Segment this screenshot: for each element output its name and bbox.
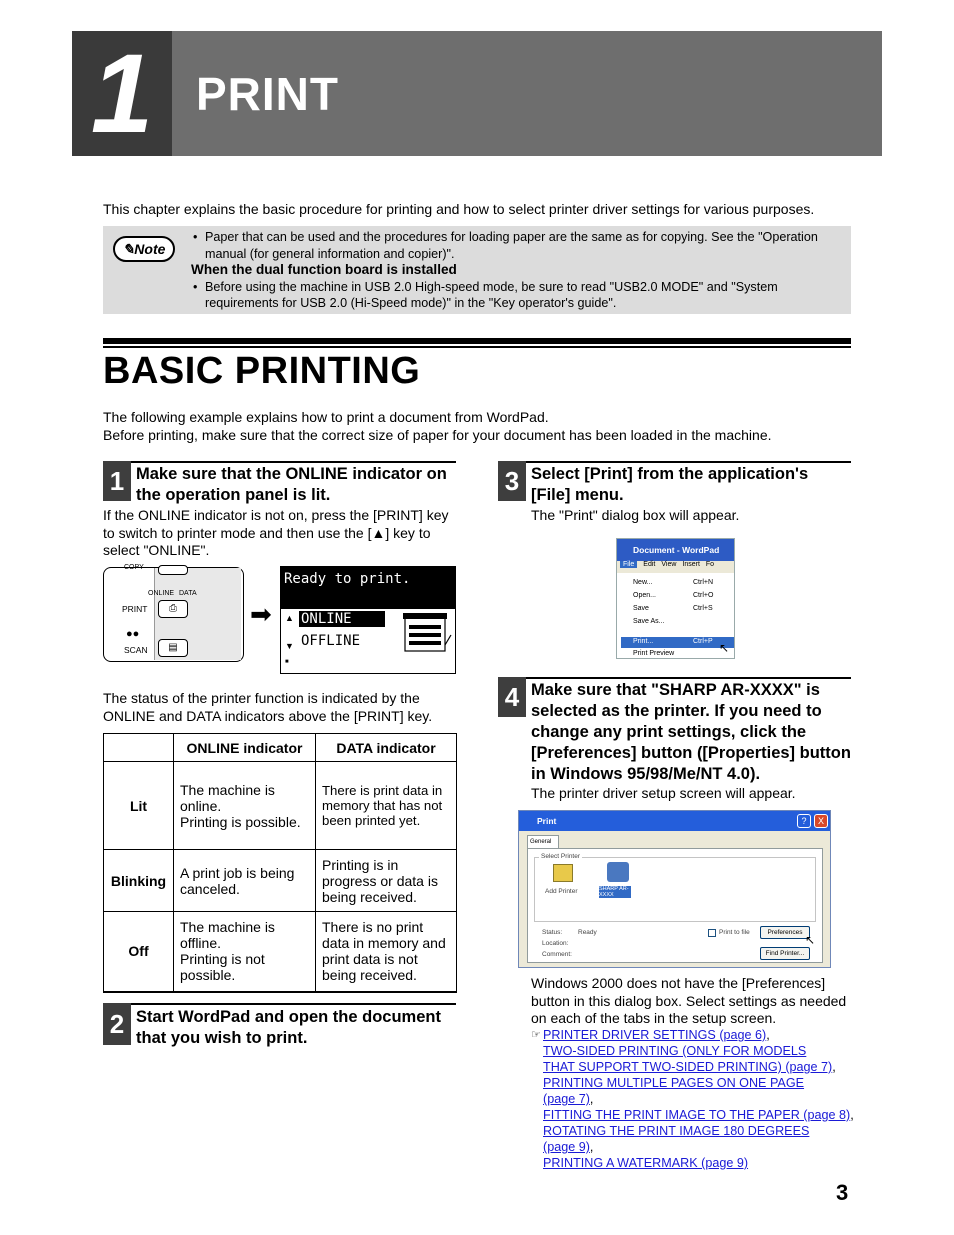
menu-item-label: Print... xyxy=(633,638,654,645)
chapter-title: PRINT xyxy=(196,68,339,120)
menu-format[interactable]: Fo xyxy=(705,561,715,568)
note-box xyxy=(103,226,851,314)
section-intro xyxy=(103,408,863,444)
step-3-number: 3 xyxy=(498,461,526,501)
table-row xyxy=(104,850,457,912)
panel-scan-label: SCAN xyxy=(124,645,148,655)
panel-copy-label: COPY xyxy=(124,564,144,571)
note-badge xyxy=(113,236,175,262)
table-header-row xyxy=(104,734,457,762)
table-cell-state: Blinking xyxy=(104,850,174,912)
lcd-display xyxy=(280,566,456,674)
wordpad-title: Document - WordPad xyxy=(617,539,734,561)
step-1-title: Make sure that the ONLINE indicator on the operation panel is lit. xyxy=(136,465,447,504)
menu-item-label: Save xyxy=(633,605,649,612)
print-dialog-title: Print xyxy=(519,811,830,831)
reference-hand-icon: ☞ xyxy=(531,1029,541,1041)
section-rule-thin xyxy=(103,346,851,348)
link-multiple-pages-2[interactable]: (page 7) xyxy=(543,1092,590,1106)
printer-icon: ⎙ xyxy=(169,603,177,614)
status-value: Ready xyxy=(578,929,597,936)
table-header-blank xyxy=(104,734,174,762)
scan-key xyxy=(158,639,188,657)
menu-item-label: Save As... xyxy=(633,618,665,625)
menu-item-label: Print Preview xyxy=(633,650,675,657)
operation-panel-illustration xyxy=(103,564,244,662)
link-printing-watermark[interactable]: PRINTING A WATERMARK (page 9) xyxy=(543,1156,749,1170)
tab-general[interactable]: General xyxy=(527,835,559,849)
wordpad-menubar xyxy=(617,561,734,573)
add-printer-label[interactable]: Add Printer xyxy=(545,888,578,895)
lcd-dot: ■ xyxy=(285,659,289,665)
step-2-number: 2 xyxy=(103,1003,131,1045)
note-bullet-1: • Paper that can be used and the procedures for loading paper are the same as for copying. See the "Operation manual (for general information and copier)". xyxy=(191,229,843,262)
lcd-option-online: ONLINE xyxy=(299,611,385,627)
menu-item-open[interactable] xyxy=(633,592,733,599)
mouse-cursor-icon: ↖ xyxy=(805,933,816,947)
add-printer-icon xyxy=(553,864,573,882)
print-dialog-screenshot xyxy=(518,810,831,968)
mouse-cursor-icon: ↖ xyxy=(719,641,730,655)
menu-file[interactable]: File xyxy=(620,561,637,568)
link-two-sided-printing-2[interactable]: THAT SUPPORT TWO-SIDED PRINTING) (page 7) xyxy=(543,1060,833,1074)
step-1-text-b: ] key to select "ONLINE". xyxy=(103,524,431,558)
copy-key xyxy=(158,565,188,575)
up-arrow-icon: ▲ xyxy=(371,524,386,541)
table-cell-data: There is no print data in memory and print data is not being received. xyxy=(316,912,457,992)
link-rotating-print-image-2[interactable]: (page 9) xyxy=(543,1140,590,1154)
section-intro-line-2: Before printing, make sure that the correct size of paper for your document has been loaded in the machine. xyxy=(103,427,772,443)
chapter-header xyxy=(72,31,882,156)
table-cell-data: There is print data in memory that has not been printed yet. xyxy=(316,762,457,850)
find-printer-button[interactable]: Find Printer... xyxy=(760,947,810,960)
chapter-intro: This chapter explains the basic procedure for printing and how to select printer driver settings for various purposes. xyxy=(103,201,815,217)
link-separator: , xyxy=(832,1060,836,1074)
panel-data-label: DATA xyxy=(179,590,197,597)
table-header-online: ONLINE indicator xyxy=(174,734,316,762)
step-4-text: The printer driver setup screen will appear. xyxy=(531,785,796,801)
printer-icon xyxy=(607,862,629,882)
table-header-data: DATA indicator xyxy=(316,734,457,762)
select-printer-label: Select Printer xyxy=(541,853,581,860)
step-1-rule xyxy=(131,461,456,463)
lcd-up-arrow-icon: ▲ xyxy=(285,613,294,623)
link-separator: , xyxy=(589,1140,594,1154)
section-rule xyxy=(103,338,851,344)
table-cell-state: Lit xyxy=(104,762,174,850)
table-row xyxy=(104,762,457,850)
menu-item-new[interactable] xyxy=(633,579,733,586)
link-separator: , xyxy=(766,1028,770,1042)
link-multiple-pages-1[interactable]: PRINTING MULTIPLE PAGES ON ONE PAGE xyxy=(543,1076,805,1090)
table-cell-data: Printing is in progress or data is being received. xyxy=(316,850,457,912)
status-text: The status of the printer function is indicated by the ONLINE and DATA indicators above the [PRINT] key. xyxy=(103,690,433,724)
link-printer-driver-settings[interactable]: PRINTER DRIVER SETTINGS (page 6) xyxy=(543,1028,767,1042)
step-1-number: 1 xyxy=(103,461,131,501)
step-4-title: Make sure that "SHARP AR-XXXX" is selected as the printer. If you need to change any print settings, click the [Preferences] button ([Properties] button in Windows 95/98/Me/NT 4.0). xyxy=(531,681,851,783)
indicator-status-table xyxy=(103,733,457,993)
step-2-title: Start WordPad and open the document that you wish to print. xyxy=(136,1008,441,1047)
menu-edit[interactable]: Edit xyxy=(643,561,656,568)
pencil-icon: ✎ xyxy=(122,241,135,257)
note-subhead: When the dual function board is installed xyxy=(191,262,457,277)
menu-item-shortcut: Ctrl+O xyxy=(693,592,714,599)
preferences-button[interactable]: Preferences xyxy=(760,926,810,939)
table-cell-online: The machine is offline. Printing is not possible. xyxy=(174,912,316,992)
copier-machine-icon xyxy=(399,611,453,655)
note-content xyxy=(191,229,843,312)
lcd-header: Ready to print. xyxy=(281,567,455,609)
close-button[interactable]: X xyxy=(814,814,828,828)
panel-print-label: PRINT xyxy=(122,604,148,614)
table-row xyxy=(104,912,457,992)
note-bullet-2: • Before using the machine in USB 2.0 High-speed mode, be sure to read "USB2.0 MODE" and "System requirements for USB 2.0 (Hi-Speed mode)" in the "Key operator's guide". xyxy=(191,279,843,312)
menu-item-shortcut: Ctrl+N xyxy=(693,579,714,586)
link-fitting-print-image[interactable]: FITTING THE PRINT IMAGE TO THE PAPER (page 8) xyxy=(543,1108,851,1122)
print-to-file-checkbox[interactable] xyxy=(708,929,716,937)
menu-item-label: New... xyxy=(633,579,653,586)
indicator-lamps-icon: ●● xyxy=(126,628,140,640)
lcd-option-offline: OFFLINE xyxy=(301,633,361,649)
sharp-printer-label[interactable]: SHARP AR-XXXX xyxy=(599,886,631,898)
menu-item-shortcut: Ctrl+P xyxy=(693,638,713,645)
print-to-file-label: Print to file xyxy=(719,929,750,936)
link-separator: , xyxy=(850,1108,854,1122)
lcd-down-arrow-icon: ▼ xyxy=(285,641,294,651)
note-label: Note xyxy=(134,241,166,257)
location-label: Location: xyxy=(542,940,569,947)
step-4-rule xyxy=(526,677,851,679)
reference-links xyxy=(531,1027,861,1171)
menu-item-shortcut: Ctrl+S xyxy=(693,605,713,612)
status-label: Status: xyxy=(542,929,563,936)
step-1-text xyxy=(103,507,459,560)
menu-view[interactable]: View xyxy=(661,561,677,568)
step-1-text-a: If the ONLINE indicator is not on, press the [PRINT] key to switch to printer mode and then use the [ xyxy=(103,507,449,541)
menu-item-print[interactable] xyxy=(633,638,733,645)
wordpad-menu-screenshot xyxy=(616,538,735,659)
step-3-text: The "Print" dialog box will appear. xyxy=(531,507,740,523)
menu-insert[interactable]: Insert xyxy=(682,561,700,568)
menu-item-print-preview[interactable] xyxy=(633,650,733,657)
print-dialog-panel xyxy=(527,848,823,963)
link-two-sided-printing-1[interactable]: TWO-SIDED PRINTING (ONLY FOR MODELS xyxy=(543,1044,807,1058)
section-intro-line-1: The following example explains how to print a document from WordPad. xyxy=(103,409,549,425)
arrow-right-icon: ➡ xyxy=(250,599,272,629)
scanner-icon: ▤ xyxy=(168,642,178,653)
windows-2000-note: Windows 2000 does not have the [Preferences] button in this dialog box. Select settings as needed on each of the tabs in the setup screen. xyxy=(531,975,847,1026)
table-cell-online: The machine is online. Printing is possible. xyxy=(174,762,316,850)
step-3-rule xyxy=(526,461,851,463)
select-printer-group xyxy=(534,853,816,922)
panel-online-label: ONLINE xyxy=(148,590,175,597)
link-separator: , xyxy=(589,1092,594,1106)
link-rotating-print-image-1[interactable]: ROTATING THE PRINT IMAGE 180 DEGREES xyxy=(543,1124,810,1138)
page-number: 3 xyxy=(836,1180,849,1205)
step-2-rule xyxy=(131,1003,456,1005)
menu-item-save-as[interactable] xyxy=(633,618,733,625)
step-3-title: Select [Print] from the application's [File] menu. xyxy=(531,465,809,504)
menu-item-save[interactable] xyxy=(633,605,733,612)
table-cell-state: Off xyxy=(104,912,174,992)
comment-label: Comment: xyxy=(542,951,572,958)
table-cell-online: A print job is being canceled. xyxy=(174,850,316,912)
chapter-number: 1 xyxy=(72,31,172,156)
step-4-number: 4 xyxy=(498,677,526,717)
help-button[interactable]: ? xyxy=(797,814,811,828)
section-title: BASIC PRINTING xyxy=(103,350,421,392)
print-key xyxy=(158,600,188,618)
menu-item-label: Open... xyxy=(633,592,656,599)
